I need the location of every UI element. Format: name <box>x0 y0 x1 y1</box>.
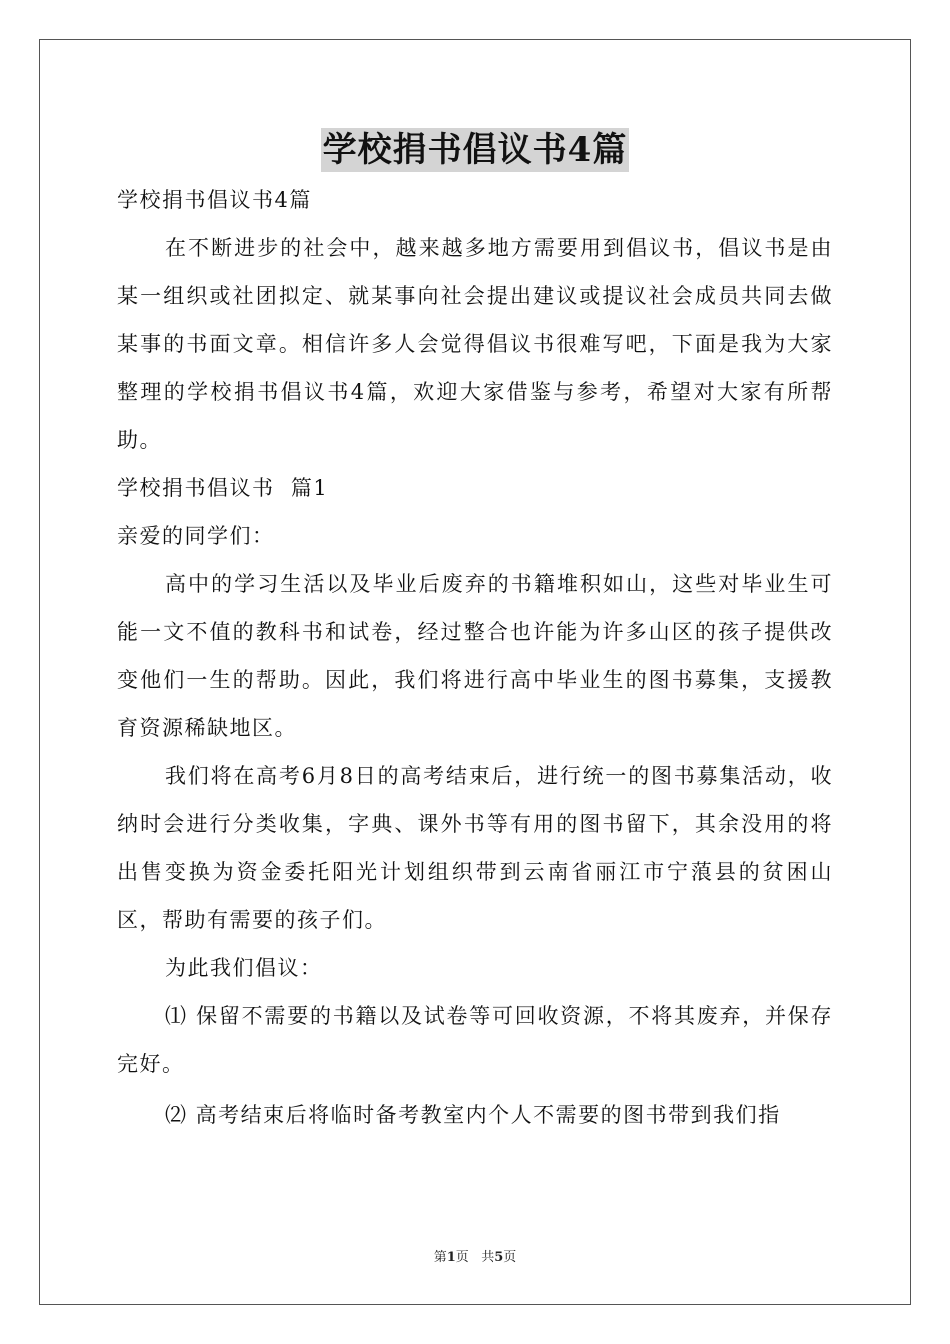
page-mid: 页 共 <box>455 1250 495 1265</box>
paragraph: 在不断进步的社会中，越来越多地方需要用到倡议书，倡议书是由某一组织或社团拟定、就某事向社会提出建议或提议社会成员共同去做某事的书面文章。相信许多人会觉得倡议书很难写吧，下面是我为大家整理的学校捐书倡议书4篇，欢迎大家借鉴与参考，希望对大家有所帮助。 <box>117 236 833 452</box>
paragraph: 高中的学习生活以及毕业后废弃的书籍堆积如山，这些对毕业生可能一文不值的教科书和试卷，经过整合也许能为许多山区的孩子提供改变他们一生的帮助。因此，我们将进行高中毕业生的图书募集，支援教育资源稀缺地区。 <box>117 572 833 740</box>
document-title: 学校捐书倡议书4篇 <box>322 130 628 170</box>
page-total: 5 <box>494 1250 504 1265</box>
document-body <box>117 176 833 1139</box>
paragraph: 为此我们倡议： <box>165 956 323 980</box>
title-container <box>0 128 950 172</box>
section-heading: 学校捐书倡议书 篇1 <box>117 476 329 500</box>
salutation: 亲爱的同学们： <box>117 524 275 548</box>
page-suffix: 页 <box>503 1250 517 1265</box>
list-item: ⑵ 高考结束后将临时备考教室内个人不需要的图书带到我们指 <box>165 1103 781 1127</box>
list-item: ⑴ 保留不需要的书籍以及试卷等可回收资源，不将其废弃，并保存完好。 <box>117 1004 833 1076</box>
page-current: 1 <box>446 1250 456 1265</box>
paragraph: 学校捐书倡议书4篇 <box>117 188 312 212</box>
page-prefix: 第 <box>433 1250 447 1265</box>
page-footer <box>0 1246 950 1265</box>
paragraph: 我们将在高考6月8日的高考结束后，进行统一的图书募集活动，收纳时会进行分类收集，字典、课外书等有用的图书留下，其余没用的将出售变换为资金委托阳光计划组织带到云南省丽江市宁蒗县的贫困山区，帮助有需要的孩子们。 <box>117 764 833 932</box>
